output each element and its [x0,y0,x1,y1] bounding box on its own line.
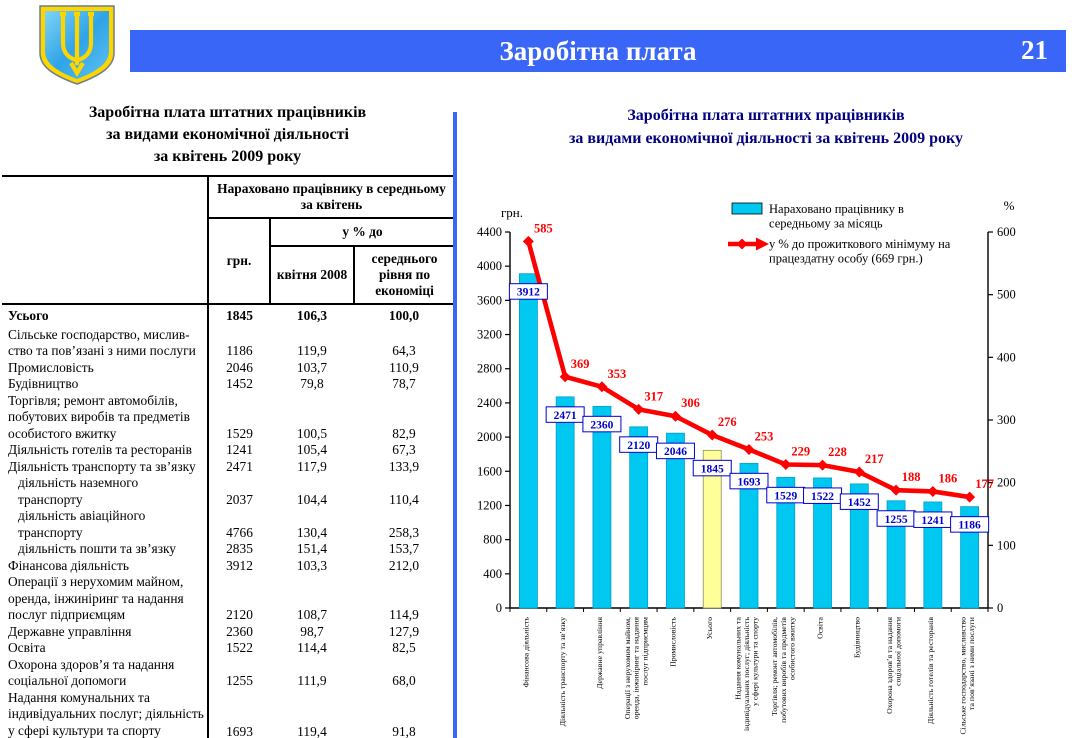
table-row [2,459,454,476]
row-value-avg: 82,5 [392,640,416,655]
legend-bar-label: середньому за місяць [769,216,883,231]
percent-point [817,460,828,471]
row-value-grn: 1529 [226,425,253,441]
row-value-avg: 64,3 [392,343,416,358]
row-value-avg: 91,8 [392,723,416,738]
percent-value-label: 353 [607,366,627,381]
table-row [2,541,454,558]
row-label: Охорона здоров’я та надання соціальної допомоги [2,657,208,690]
row-label: Торгівля; ремонт автомобілів, побутових виробів та предметів особистого вжитку [2,393,208,443]
table-row [2,558,454,575]
x-axis-label: Усього [705,617,715,640]
table-row [2,376,454,393]
row-value-apr2008: 117,9 [297,458,327,474]
row-value-apr2008: 111,9 [297,673,327,688]
row-value-grn: 2835 [226,541,253,556]
bar [556,397,574,608]
table-row [2,327,454,360]
left-axis-tick-label: 400 [483,566,502,581]
table-title-line-3: за квітень 2009 року [153,148,302,165]
x-axis-label: Охорона здоров’я та надання [884,617,894,714]
left-axis-tick-label: 2400 [477,395,502,410]
bar-value-label: 2471 [553,409,577,422]
legend-line-arrow [756,238,769,251]
wage-chart [460,180,1072,738]
x-axis-label: побутових виробів та предметів [778,617,788,723]
percent-point [964,492,975,503]
x-axis-label: особистого вжитку [787,617,797,681]
percent-value-label: 369 [570,356,590,371]
percent-value-label: 276 [717,415,737,430]
x-axis-label: та пов’язані з ними послуги [966,617,976,710]
bar-value-label: 1186 [958,519,981,532]
row-label: діяльність наземного транспорту [2,475,208,508]
page-number: 21 [1021,35,1048,65]
bar-value-label: 1241 [921,514,945,527]
legend-line-label: працездатну особу (669 грн.) [769,251,923,266]
row-value-apr2008: 119,9 [297,343,327,358]
percent-value-label: 317 [644,389,664,404]
table-row [2,393,454,443]
right-axis-tick-label: 0 [997,601,1004,615]
row-value-apr2008: 106,3 [296,308,328,323]
table-row [2,574,454,624]
panel-divider [453,112,457,738]
row-value-apr2008: 98,7 [300,623,324,639]
row-value-apr2008: 104,4 [296,491,328,507]
left-axis-tick-label: 2800 [477,361,502,376]
row-label: Сільське господарство, мислив-ство та пов’язані з ними послуги [2,327,208,360]
wage-table [2,175,454,738]
right-axis-tick-label: 600 [997,225,1016,239]
percent-value-label: 306 [681,396,700,411]
x-axis-label: індивідуальних послуг; діяльність [742,617,751,732]
row-value-grn: 4766 [226,524,253,540]
bar-value-label: 1845 [700,463,724,476]
row-value-grn: 1522 [226,640,253,655]
left-axis-tick-label: 0 [495,601,502,615]
x-axis-label: Діяльність транспорту та зв’язку [558,617,568,727]
left-axis-tick-label: 1200 [477,498,502,513]
percent-value-label: 228 [828,445,847,460]
percent-value-label: 177 [975,477,994,492]
right-axis-tick-label: 300 [997,413,1016,427]
x-axis-label: Будівництво [852,617,862,658]
percent-value-label: 188 [901,470,921,485]
row-value-avg: 110,4 [389,491,419,507]
table-row [2,690,454,738]
table-row [2,624,454,641]
right-axis-title: % [1003,198,1015,213]
table-header-row [2,176,454,218]
right-axis-tick-label: 200 [997,475,1016,490]
row-value-grn: 1845 [226,308,253,323]
row-label: Освіта [2,640,208,657]
table-title-line-1: Заробітна плата штатних працівників [88,104,367,121]
right-axis-tick-label: 100 [997,538,1016,553]
row-label: діяльність пошти та зв’язку [2,541,208,558]
row-value-avg: 78,7 [392,376,416,391]
legend-line-label: у % до прожиткового мінімуму на [769,237,951,251]
row-value-avg: 68,0 [392,673,416,688]
row-value-avg: 114,9 [389,607,419,622]
row-value-avg: 67,3 [392,442,416,457]
x-axis-label: Державне управління [594,617,604,689]
row-value-apr2008: 103,7 [296,359,328,375]
bar-value-label: 3912 [516,286,540,299]
row-value-grn: 2120 [226,607,253,622]
right-axis-tick-label: 500 [997,287,1016,302]
ukraine-coat-of-arms-icon [33,3,121,87]
pct-group-header: у % до [270,218,454,246]
right-axis-tick-label: 400 [997,350,1016,365]
table-row [2,640,454,657]
row-value-apr2008: 119,4 [297,723,327,738]
bar [593,406,611,608]
row-value-grn: 2046 [226,359,253,375]
x-axis-label: послуг підприємцям [640,617,650,686]
row-label: Державне управління [2,624,208,641]
percent-value-label: 217 [864,452,884,467]
left-axis-tick-label: 2000 [477,430,502,445]
row-value-grn: 1255 [226,673,253,688]
x-axis-label: у сфері культури та спорту [750,617,760,706]
percent-point [523,236,534,247]
bar-value-label: 1529 [774,490,798,503]
row-value-grn: 2471 [226,458,253,474]
row-value-avg: 82,9 [392,425,416,441]
bar [630,427,648,608]
bar-value-label: 2360 [590,419,614,432]
percent-value-label: 186 [938,471,958,486]
empty-header-cell [2,176,208,304]
row-label: Усього [2,304,208,327]
percent-value-label: 229 [791,444,811,459]
x-axis-label: соціальної допомоги [893,617,903,686]
row-value-avg: 100,0 [388,308,420,323]
row-value-avg: 133,9 [388,458,420,474]
row-value-avg: 258,3 [388,524,420,540]
chart-title [466,104,1066,150]
bar-value-label: 1693 [737,476,761,489]
row-label: Фінансова діяльність [2,558,208,575]
bar-value-label: 2046 [663,446,687,459]
bar-value-label: 1255 [884,513,908,526]
x-axis-label: Торгівля; ремонт автомобілів, [770,617,780,716]
x-axis-label: Промисловість [668,617,678,667]
x-axis-label: Діяльність готелів та ресторанів [925,617,935,725]
row-value-avg: 110,9 [389,359,419,375]
table-row [2,442,454,459]
row-value-grn: 2037 [226,491,253,507]
chart-title-line-1: Заробітна плата штатних працівників [627,107,905,124]
row-value-grn: 1452 [226,376,253,391]
x-axis-label: Операції з нерухомим майном, [623,617,633,720]
col-header-avg: середнього рівня по економіці [354,246,454,304]
col-header-grn: грн. [208,218,270,304]
left-axis-tick-label: 4400 [477,225,502,239]
x-axis-label: Надання комунальних та [733,617,743,700]
row-value-apr2008: 79,8 [300,376,324,391]
row-value-grn: 3912 [226,557,253,573]
row-label: Надання комунальних та індивідуальних послуг; діяльність у сфері культури та спорту [2,690,208,738]
row-label: Будівництво [2,376,208,393]
row-value-apr2008: 105,4 [296,442,328,457]
bar [666,433,684,608]
bar [519,274,537,608]
bar-value-label: 1522 [811,490,835,503]
table-row [2,657,454,690]
x-axis-label: Сільське господарство, мисливство [958,617,968,735]
left-axis-tick-label: 4000 [477,259,502,274]
bar-value-label: 1452 [847,496,871,509]
left-axis-title: грн. [500,205,524,220]
row-value-grn: 2360 [226,623,253,639]
row-value-grn: 1241 [226,442,253,457]
row-label: діяльність авіаційного транспорту [2,508,208,541]
percent-value-label: 253 [754,429,774,444]
percent-point [560,371,571,382]
legend-bar-swatch [732,203,762,214]
table-row [2,360,454,377]
row-value-apr2008: 108,7 [296,607,328,622]
left-axis-tick-label: 1600 [477,464,502,479]
legend-bar-label: Нараховано працівнику в [769,202,904,216]
chart-title-line-2: за видами економічної діяльності за квітень 2009 року [568,130,964,147]
header-bar [130,30,1066,72]
row-label: Промисловість [2,360,208,377]
percent-value-label: 585 [534,221,553,236]
row-value-apr2008: 100,5 [296,425,328,441]
row-label: Діяльність транспорту та зв’язку [2,459,208,476]
table-title [15,102,440,168]
row-value-apr2008: 103,3 [296,557,328,573]
page-title: Заробітна плата [499,35,697,66]
row-label: Діяльність готелів та ресторанів [2,442,208,459]
x-axis-label: оренда, інжиніринг та надання [631,617,641,720]
row-label: Операції з нерухомим майном, оренда, інжиніринг та надання послуг підприємцям [2,574,208,624]
x-axis-label: Фінансова діяльність [521,617,531,688]
row-value-apr2008: 114,4 [297,640,327,655]
table-title-line-2: за видами економічної діяльності [106,126,349,143]
row-value-apr2008: 130,4 [296,524,328,540]
table-row [2,508,454,541]
percent-point [927,486,938,497]
left-axis-tick-label: 800 [483,532,502,547]
legend-line-marker [737,239,748,250]
table-row [2,304,454,327]
col-header-apr2008: квітня 2008 [270,246,354,304]
row-value-apr2008: 151,4 [296,541,328,556]
left-axis-tick-label: 3200 [477,327,502,342]
row-value-avg: 127,9 [388,623,420,639]
x-axis-label: Освіта [815,617,825,639]
row-value-grn: 1693 [226,723,253,738]
row-value-avg: 212,0 [388,557,420,573]
col-group-header: Нараховано працівнику в середньому за квітень [208,176,454,218]
row-value-grn: 1186 [226,343,253,358]
left-axis-tick-label: 3600 [477,293,502,308]
trident-shield-icon [33,3,121,87]
table-row [2,475,454,508]
bar-value-label: 2120 [627,439,651,452]
row-value-avg: 153,7 [388,541,420,556]
